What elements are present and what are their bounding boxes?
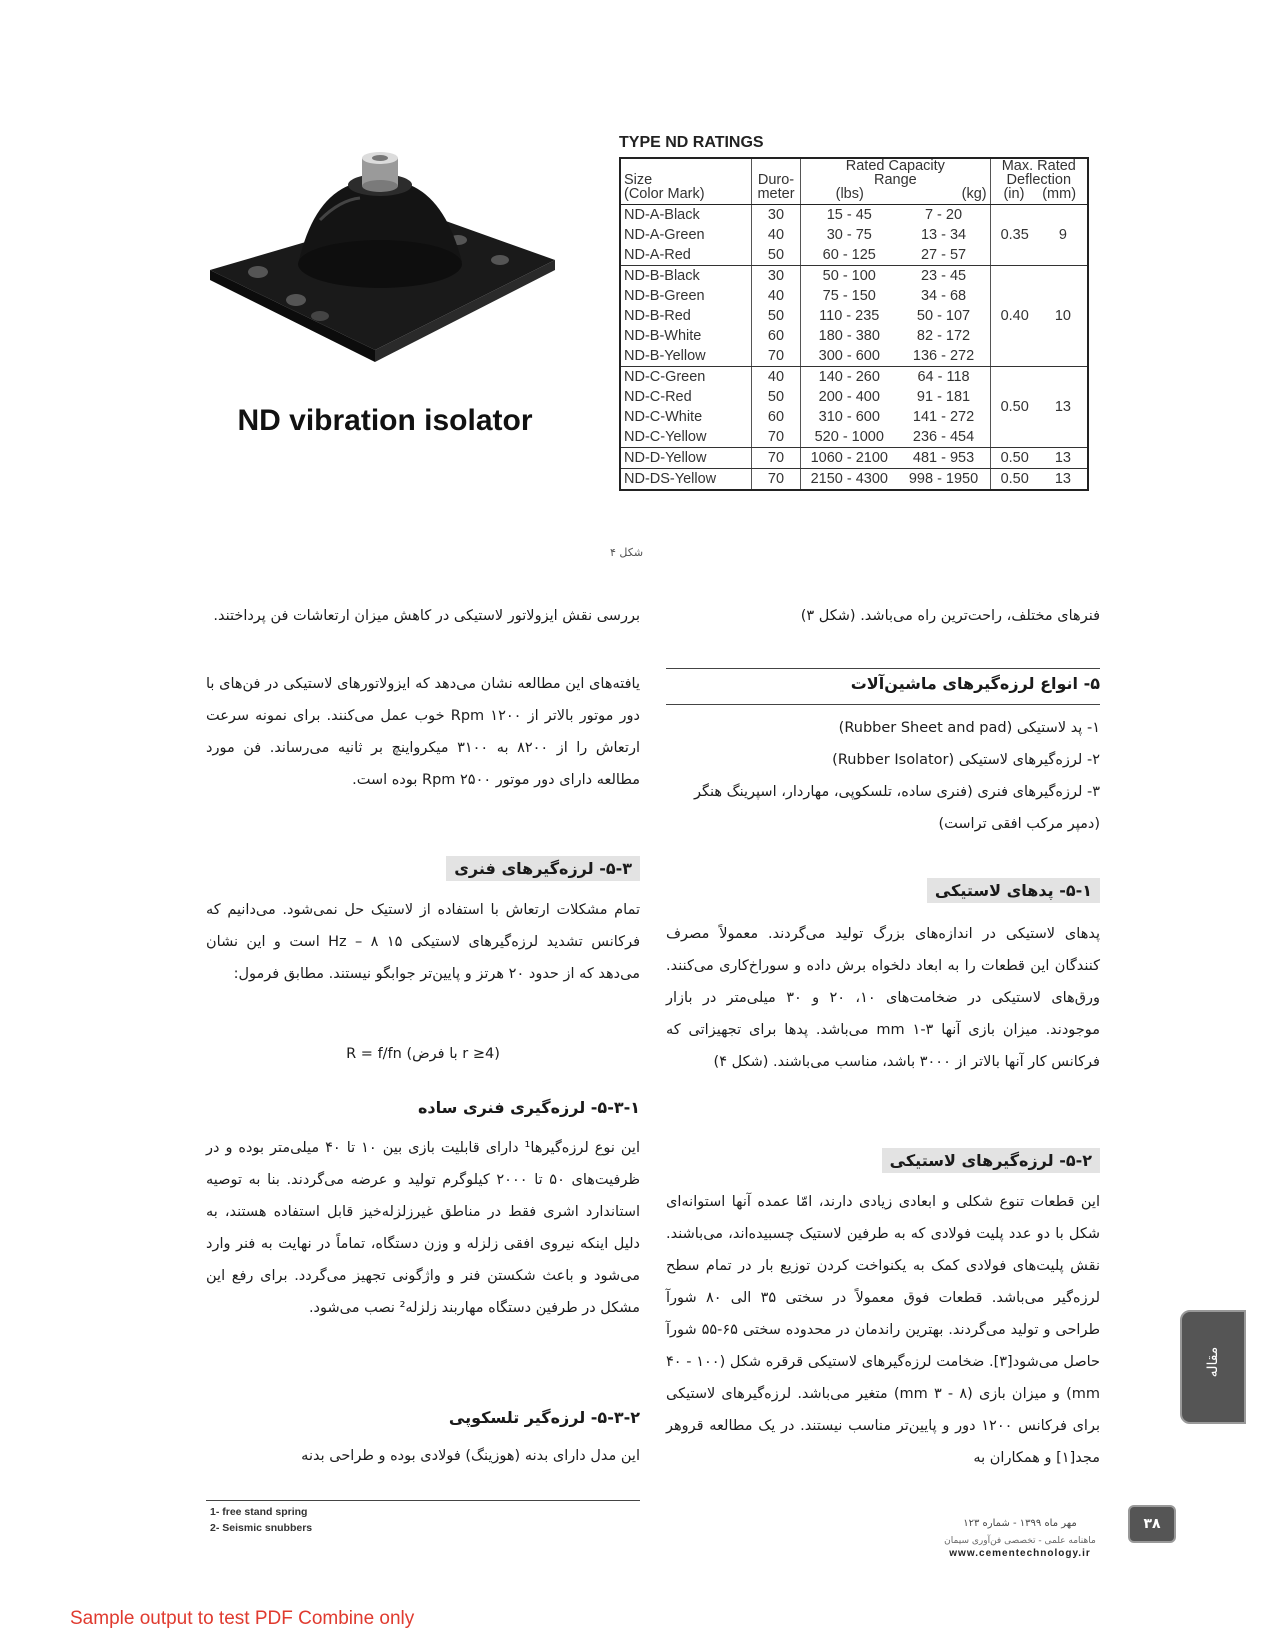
cell-capacity-kg: 141 - 272 [897,407,990,427]
cell-capacity-lbs: 2150 - 4300 [801,469,898,491]
cell-durometer: 70 [751,469,800,491]
product-photo [200,140,560,370]
cell-capacity-kg: 64 - 118 [897,367,990,388]
left-intro: بررسی نقش ایزولاتور لاستیکی در کاهش میزان ارتعاشات فن پرداختند. [213,608,640,624]
cell-durometer: 70 [751,448,800,469]
cell-durometer: 60 [751,326,800,346]
heading-5-3-2: ۵-۳-۲- لرزه‌گیر تلسکوپی [448,1408,640,1427]
cell-durometer: 70 [751,427,800,448]
cell-durometer: 30 [751,205,800,226]
cell-capacity-lbs: 1060 - 2100 [801,448,898,469]
cell-capacity-lbs: 30 - 75 [826,227,872,243]
cell-capacity-lbs: 50 - 100 [822,268,876,284]
formula: R = f/fn (با فرض r ≥4) [346,1046,500,1062]
cell-size: ND-C-Yellow [620,427,751,448]
cell-size: ND-B-Yellow [620,346,751,367]
cell-capacity-kg: 7 - 20 [897,205,990,226]
cell-deflection-mm: 13 [1039,469,1088,491]
table-title: TYPE ND RATINGS [619,134,764,151]
cell-deflection-mm: 13 [1039,367,1088,448]
section-rule [666,668,1100,669]
cell-capacity-lbs: 75 - 150 [822,288,876,304]
heading-5-2: ۵-۲- لرزه‌گیرهای لاستیکی [882,1148,1100,1173]
cell-capacity-lbs: 180 - 380 [818,328,880,344]
cell-durometer: 40 [751,286,800,306]
cell-durometer: 40 [751,225,800,245]
cell-capacity-lbs: 15 - 45 [826,207,872,223]
section-rule-bottom [666,704,1100,705]
cell-size: ND-B-White [620,326,751,346]
table-row [620,469,1088,491]
cell-capacity-lbs: 140 - 260 [818,369,880,385]
cell-deflection-mm: 9 [1039,205,1088,266]
header-rated-capacity: Rated Capacity Range (lbs) (kg) [801,158,991,205]
cell-deflection-in: 0.35 [990,205,1039,266]
table-row [620,266,1088,287]
header-durometer: Duro- meter [751,158,800,205]
product-caption: ND vibration isolator [237,404,533,437]
cell-capacity-kg: 13 - 34 [897,225,990,245]
cell-deflection-mm: 13 [1039,448,1088,469]
cell-size: ND-DS-Yellow [620,469,751,491]
paragraph-5-1: پدهای لاستیکی در اندازه‌های بزرگ تولید می‌گردند. معمولاً مصرف کنندگان این قطعات را به ابعاد دلخواه برش داده و سوراخ‌کاری می‌کنند. ورق‌های لاستیکی در ضخامت‌های ۱۰، ۲۰ و ۳۰ میلی‌متر در بازار موجودند. میزان بازی آنها ۳-۱ mm می‌باشد. پدها برای تجهیزاتی که فرکانس کار آنها بالاتر از ۳۰۰۰ باشد، مناسب می‌باشند. (شکل ۴) [666,926,1101,1070]
cell-capacity-kg: 23 - 45 [897,266,990,287]
figure-label: شکل ۴ [610,546,644,559]
cell-capacity-kg: 481 - 953 [897,448,990,469]
cell-deflection-in: 0.40 [990,266,1039,367]
cell-size: ND-B-Green [620,286,751,306]
footnote-2: 2- Seismic snubbers [210,1522,313,1534]
subsection-5-2 [666,1148,1100,1173]
section-side-tab: مقاله [1180,1310,1246,1424]
cell-capacity-kg: 34 - 68 [897,286,990,306]
footnote-rule [206,1500,640,1501]
subsection-5-1 [666,878,1100,903]
cell-size: ND-D-Yellow [620,448,751,469]
cell-durometer: 40 [751,367,800,388]
cell-size: ND-A-Red [620,245,751,266]
paragraph-5-3-2: این مدل دارای بدنه (هوزینگ) فولادی بوده و طراحی بدنه [301,1448,640,1464]
ratings-body [620,205,1088,491]
cell-size: ND-C-Red [620,387,751,407]
table-row [620,448,1088,469]
cell-durometer: 50 [751,387,800,407]
cell-capacity-kg: 91 - 181 [897,387,990,407]
cell-size: ND-A-Green [620,225,751,245]
cell-durometer: 30 [751,266,800,287]
cell-capacity-kg: 27 - 57 [897,245,990,266]
cell-capacity-lbs: 60 - 125 [801,245,898,266]
heading-5-3: ۵-۳- لرزه‌گیرهای فنری [446,856,640,881]
list-item-3: ۳- لرزه‌گیرهای فنری (فنری ساده، تلسکوپی، مهاردار، اسپرینگ هنگر (دمپر مرکب افقی تراست) [694,784,1100,832]
heading-5-1: ۵-۱- پدهای لاستیکی [927,878,1100,903]
cell-capacity-kg: 236 - 454 [897,427,990,448]
cell-capacity-lbs: 110 - 235 [819,308,880,324]
findings-paragraph: یافته‌های این مطالعه نشان می‌دهد که ایزولاتورهای لاستیکی در فن‌های با دور موتور بالاتر از ۱۲۰۰ Rpm خوب عمل می‌کنند. برای نمونه سرعت ارتعاش را از ۸۲۰۰ به ۳۱۰۰ میکرواینچ بر ثانیه می‌رساند. فن مورد مطالعه دارای دور موتور ۲۵۰۰ Rpm بوده است. [206,676,640,788]
cell-capacity-lbs: 310 - 600 [818,409,880,425]
section5-heading: ۵- انواع لرزه‌گیرهای ماشین‌آلات [850,674,1100,693]
cell-durometer: 50 [751,245,800,266]
cell-capacity-kg: 82 - 172 [897,326,990,346]
cell-durometer: 60 [751,407,800,427]
paragraph-5-3-1: این نوع لرزه‌گیرها¹ دارای قابلیت بازی بین ۱۰ تا ۴۰ میلی‌متر بوده و در ظرفیت‌های ۵۰ تا ۲۰۰۰ کیلوگرم تولید و عرضه می‌گردند. بنا به توصیه استاندارد اشری فقط در مناطق غیرزلزله‌خیز قابل استفاده هستند، به دلیل اینکه نیروی افقی زلزله و وزن دستگاه، تماماً در نهایت به فنر وارد می‌شود و باعث شکستن فنر و واژگونی تجهیز می‌گردد. برای رفع این مشکل در طرفین دستگاه مهاربند زلزله² نصب می‌شود. [206,1140,641,1316]
paragraph-5-3: تمام مشکلات ارتعاش با استفاده از لاستیک حل نمی‌شود. می‌دانیم که فرکانس تشدید لرزه‌گیرهای لاستیکی ۱۵ Hz – ۸ است و این نشان می‌دهد که از حدود ۲۰ هرتز و پایین‌تر جوابگو نیستند. مطابق فرمول: [206,902,640,982]
cell-size: ND-B-Red [620,306,751,326]
heading-5-3-1: ۵-۳-۱- لرزه‌گیری فنری ساده [417,1098,640,1117]
cell-capacity-lbs: 200 - 400 [818,389,880,405]
page-number: ۳۸ [1128,1505,1176,1543]
cell-capacity-kg: 998 - 1950 [897,469,990,491]
footnote-1: 1- free stand spring [210,1506,308,1518]
list-item-1: ۱- پد لاستیکی (Rubber Sheet and pad) [838,720,1100,736]
cell-deflection-in: 0.50 [990,469,1039,491]
subsection-5-3 [206,856,640,881]
cell-size: ND-B-Black [620,266,751,287]
website-url: www.cementechnology.ir [949,1548,1091,1559]
cell-deflection-in: 0.50 [990,448,1039,469]
cell-capacity-kg: 50 - 107 [897,306,990,326]
watermark-text: Sample output to test PDF Combine only [70,1608,415,1629]
cell-durometer: 50 [751,306,800,326]
header-deflection: Max. Rated Deflection (in) (mm) [990,158,1088,205]
issue-line: مهر ماه ۱۳۹۹ - شماره ۱۲۳ [963,1518,1077,1529]
ratings-table [619,157,1089,491]
header-size: Size (Color Mark) [620,158,751,205]
cell-size: ND-C-White [620,407,751,427]
cell-deflection-in: 0.50 [990,367,1039,448]
cell-deflection-mm: 10 [1039,266,1088,367]
right-intro: فنرهای مختلف، راحت‌ترین راه می‌باشد. (شکل ۳) [800,608,1100,624]
cell-capacity-lbs: 520 - 1000 [801,427,898,448]
cell-durometer: 70 [751,346,800,367]
cell-size: ND-C-Green [620,367,751,388]
list-item-2: ۲- لرزه‌گیرهای لاستیکی (Rubber Isolator) [832,752,1100,768]
cell-capacity-kg: 136 - 272 [897,346,990,367]
table-row [620,205,1088,226]
publisher-line: ماهنامه علمی - تخصصی فن‌آوری سیمان [944,1536,1096,1546]
cell-capacity-lbs: 300 - 600 [801,346,898,367]
paragraph-5-2: این قطعات تنوع شکلی و ابعادی زیادی دارند، امّا عمده آنها استوانه‌ای شکل با دو عدد پلیت فولادی که به طرفین لاستیک چسبیده‌اند، می‌باشند. نقش پلیت‌های فولادی کمک به یکنواخت کردن توزیع بار در تمام سطح لرزه‌گیر می‌باشد. قطعات فوق معمولاً در سختی ۳۵ الی ۸۰ شورآ طراحی و تولید می‌گردند. بهترین راندمان در محدوده سختی ۶۵-۵۵ شورآ حاصل می‌شود[۳]. ضخامت لرزه‌گیرهای لاستیکی قرقره شکل (۱۰۰ - ۴۰ mm) و میزان بازی (۸ - ۳ mm) متغیر می‌باشد. لرزه‌گیرهای لاستیکی برای فرکانس ۱۲۰۰ دور و پایین‌تر مناسب نیستند. در یک مطالعه قروهر مجد[۱] و همکاران به [666,1194,1101,1466]
cell-size: ND-A-Black [620,205,751,226]
table-row [620,367,1088,388]
